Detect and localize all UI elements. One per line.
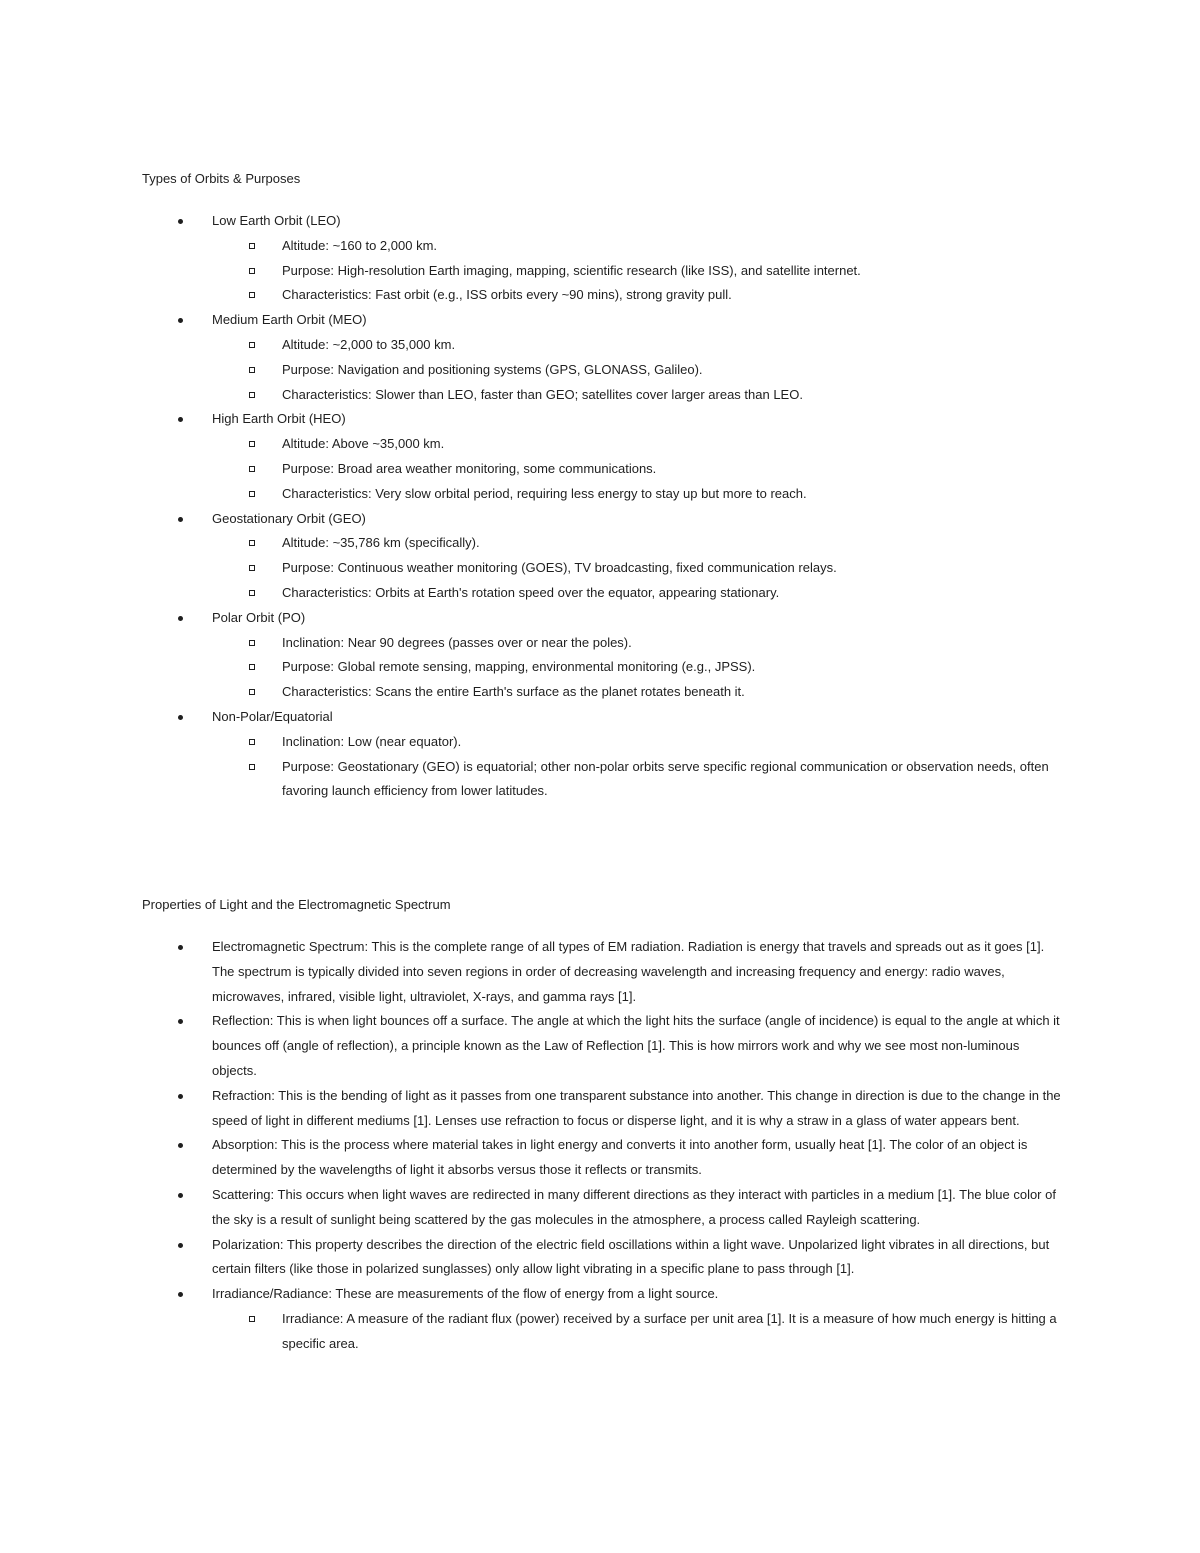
list-item — [142, 507, 1062, 606]
list-item — [142, 1233, 1062, 1283]
sub-list-item-text: Altitude: Above ~35,000 km. — [282, 436, 445, 452]
sub-list-item — [212, 457, 1062, 482]
light-section — [142, 896, 1062, 1357]
list-item — [142, 1084, 1062, 1134]
bullet-icon — [178, 1143, 183, 1148]
sub-list-item — [212, 730, 1062, 755]
square-bullet-icon — [249, 640, 255, 646]
sub-list-item — [212, 631, 1062, 656]
square-bullet-icon — [249, 466, 255, 472]
square-bullet-icon — [249, 342, 255, 348]
sub-list-item — [212, 333, 1062, 358]
sub-list-item-text: Altitude: ~2,000 to 35,000 km. — [282, 336, 456, 352]
sub-list-item-text: Characteristics: Orbits at Earth's rotation speed over the equator, appearing stationary. — [282, 584, 780, 600]
bullet-icon — [178, 616, 183, 621]
square-bullet-icon — [249, 367, 255, 373]
sub-list-item — [212, 680, 1062, 705]
sub-list — [212, 432, 1062, 506]
list-item-text: Geostationary Orbit (GEO) — [212, 510, 366, 526]
list-item-text: High Earth Orbit (HEO) — [212, 411, 346, 427]
list-item-text: Low Earth Orbit (LEO) — [212, 213, 341, 228]
list-item-text: Refraction: This is the bending of light as it passes from one transparent substance into another. This change in direction is due to the change in the speed of light in different mediums [1]. Lenses use refraction to focus or disperse light, and it is why a straw in a glass of water appears bent. — [212, 1087, 1061, 1128]
square-bullet-icon — [249, 292, 255, 298]
sub-list-item-text: Characteristics: Very slow orbital period, requiring less energy to stay up but more to reach. — [282, 485, 807, 501]
sub-list-item — [212, 531, 1062, 556]
sub-list-item — [212, 432, 1062, 457]
sub-list-item-text: Irradiance: A measure of the radiant flux (power) received by a surface per unit area [1]. It is a measure of how much energy is hitting a specific area. — [282, 1310, 1057, 1351]
sub-list-item — [212, 655, 1062, 680]
bullet-icon — [178, 1019, 183, 1024]
square-bullet-icon — [249, 441, 255, 447]
sub-list-item-text: Inclination: Low (near equator). — [282, 733, 462, 749]
square-bullet-icon — [249, 491, 255, 497]
sub-list — [212, 631, 1062, 705]
list-item-text: Reflection: This is when light bounces off a surface. The angle at which the light hits the surface (angle of incidence) is equal to the angle at which it bounces off (angle of reflection), a principle known as the Law of Reflection [1]. This is how mirrors work and why we see most non-luminous objects. — [212, 1013, 1060, 1078]
square-bullet-icon — [249, 268, 255, 274]
bullet-icon — [178, 318, 183, 323]
square-bullet-icon — [249, 540, 255, 546]
list-item-text: Medium Earth Orbit (MEO) — [212, 312, 367, 328]
sub-list-item-text: Purpose: Broad area weather monitoring, some communications. — [282, 460, 657, 476]
bullet-icon — [178, 715, 183, 720]
list-item-text: Scattering: This occurs when light waves are redirected in many different directions as they interact with particles in a medium [1]. The blue color of the sky is a result of sunlight being scattered by the gas molecules in the atmosphere, a process called Rayleigh scattering. — [212, 1186, 1056, 1227]
list-item-text: Electromagnetic Spectrum: This is the complete range of all types of EM radiation. Radiation is energy that travels and spreads out as it goes [1]. The spectrum is typically divided into seven regions in order of decreasing wavelength and increasing frequency and energy: radio waves, microwaves, infrared, visible light, ultraviolet, X-rays, and gamma rays [1]. — [212, 939, 1045, 1004]
bullet-icon — [178, 1094, 183, 1099]
bullet-icon — [178, 1243, 183, 1248]
sub-list-item-text: Purpose: Navigation and positioning systems (GPS, GLONASS, Galileo). — [282, 361, 703, 377]
list-item-text: Polarization: This property describes the direction of the electric field oscillations within a light wave. Unpolarized light vibrates in all directions, but certain filters (like those in polarized sunglasses) only allow light vibrating in a specific plane to pass through [1]. — [212, 1236, 1050, 1277]
list-item — [142, 209, 1062, 308]
list-item — [142, 1133, 1062, 1183]
sub-list-item — [212, 556, 1062, 581]
list-item — [142, 308, 1062, 407]
list-item — [142, 705, 1062, 804]
bullet-icon — [178, 945, 183, 950]
square-bullet-icon — [249, 243, 255, 249]
square-bullet-icon — [249, 739, 255, 745]
list-item — [142, 606, 1062, 705]
list-item — [142, 935, 1062, 1009]
square-bullet-icon — [249, 392, 255, 398]
sub-list-item-text: Purpose: Geostationary (GEO) is equatorial; other non-polar orbits serve specific regional communication or observation needs, often favoring launch efficiency from lower latitudes. — [282, 758, 1049, 799]
sub-list-item-text: Purpose: Global remote sensing, mapping, environmental monitoring (e.g., JPSS). — [282, 659, 756, 675]
list-item — [142, 1009, 1062, 1083]
sub-list — [212, 730, 1062, 804]
sub-list-item — [212, 259, 1062, 284]
bullet-icon — [178, 219, 183, 224]
list-item-text: Non-Polar/Equatorial — [212, 708, 333, 724]
sub-list — [212, 333, 1062, 407]
square-bullet-icon — [249, 1316, 255, 1322]
sub-list — [212, 234, 1062, 308]
bullet-icon — [178, 1292, 183, 1297]
orbits-list — [142, 209, 1062, 804]
sub-list-item-text: Purpose: High-resolution Earth imaging, mapping, scientific research (like ISS), and satellite internet. — [282, 262, 861, 278]
sub-list-item-text: Characteristics: Slower than LEO, faster than GEO; satellites cover larger areas than LEO. — [282, 386, 803, 402]
sub-list-item — [212, 482, 1062, 507]
sub-list-item-text: Altitude: ~35,786 km (specifically). — [282, 535, 480, 551]
square-bullet-icon — [249, 764, 255, 770]
square-bullet-icon — [249, 590, 255, 596]
sub-list-item — [212, 383, 1062, 408]
sub-list-item-text: Altitude: ~160 to 2,000 km. — [282, 237, 438, 253]
sub-list-item — [212, 581, 1062, 606]
orbits-section — [142, 170, 1062, 804]
sub-list-item — [212, 234, 1062, 259]
square-bullet-icon — [249, 565, 255, 571]
list-item — [142, 1282, 1062, 1356]
sub-list-item-text: Characteristics: Scans the entire Earth's surface as the planet rotates beneath it. — [282, 684, 745, 700]
sub-list-item-text: Inclination: Near 90 degrees (passes over or near the poles). — [282, 634, 632, 650]
list-item — [142, 407, 1062, 506]
sub-list-item-text: Characteristics: Fast orbit (e.g., ISS orbits every ~90 mins), strong gravity pull. — [282, 287, 732, 303]
orbits-heading: Types of Orbits & Purposes — [142, 171, 301, 186]
sub-list-item-text: Purpose: Continuous weather monitoring (GOES), TV broadcasting, fixed communication relays. — [282, 560, 837, 576]
sub-list-item — [212, 755, 1062, 805]
square-bullet-icon — [249, 689, 255, 695]
sub-list — [212, 1307, 1062, 1357]
sub-list-item — [212, 283, 1062, 308]
bullet-icon — [178, 1193, 183, 1198]
bullet-icon — [178, 417, 183, 422]
sub-list-item — [212, 1307, 1062, 1357]
square-bullet-icon — [249, 664, 255, 670]
list-item — [142, 1183, 1062, 1233]
list-item-text: Polar Orbit (PO) — [212, 609, 306, 625]
light-list — [142, 935, 1062, 1357]
list-item-text: Absorption: This is the process where material takes in light energy and converts it into another form, usually heat [1]. The color of an object is determined by the wavelengths of light it absorbs versus those it reflects or transmits. — [212, 1137, 1028, 1178]
list-item-text: Irradiance/Radiance: These are measurements of the flow of energy from a light source. — [212, 1286, 719, 1302]
bullet-icon — [178, 517, 183, 522]
sub-list-item — [212, 358, 1062, 383]
sub-list — [212, 531, 1062, 605]
light-heading: Properties of Light and the Electromagnetic Spectrum — [142, 897, 451, 912]
